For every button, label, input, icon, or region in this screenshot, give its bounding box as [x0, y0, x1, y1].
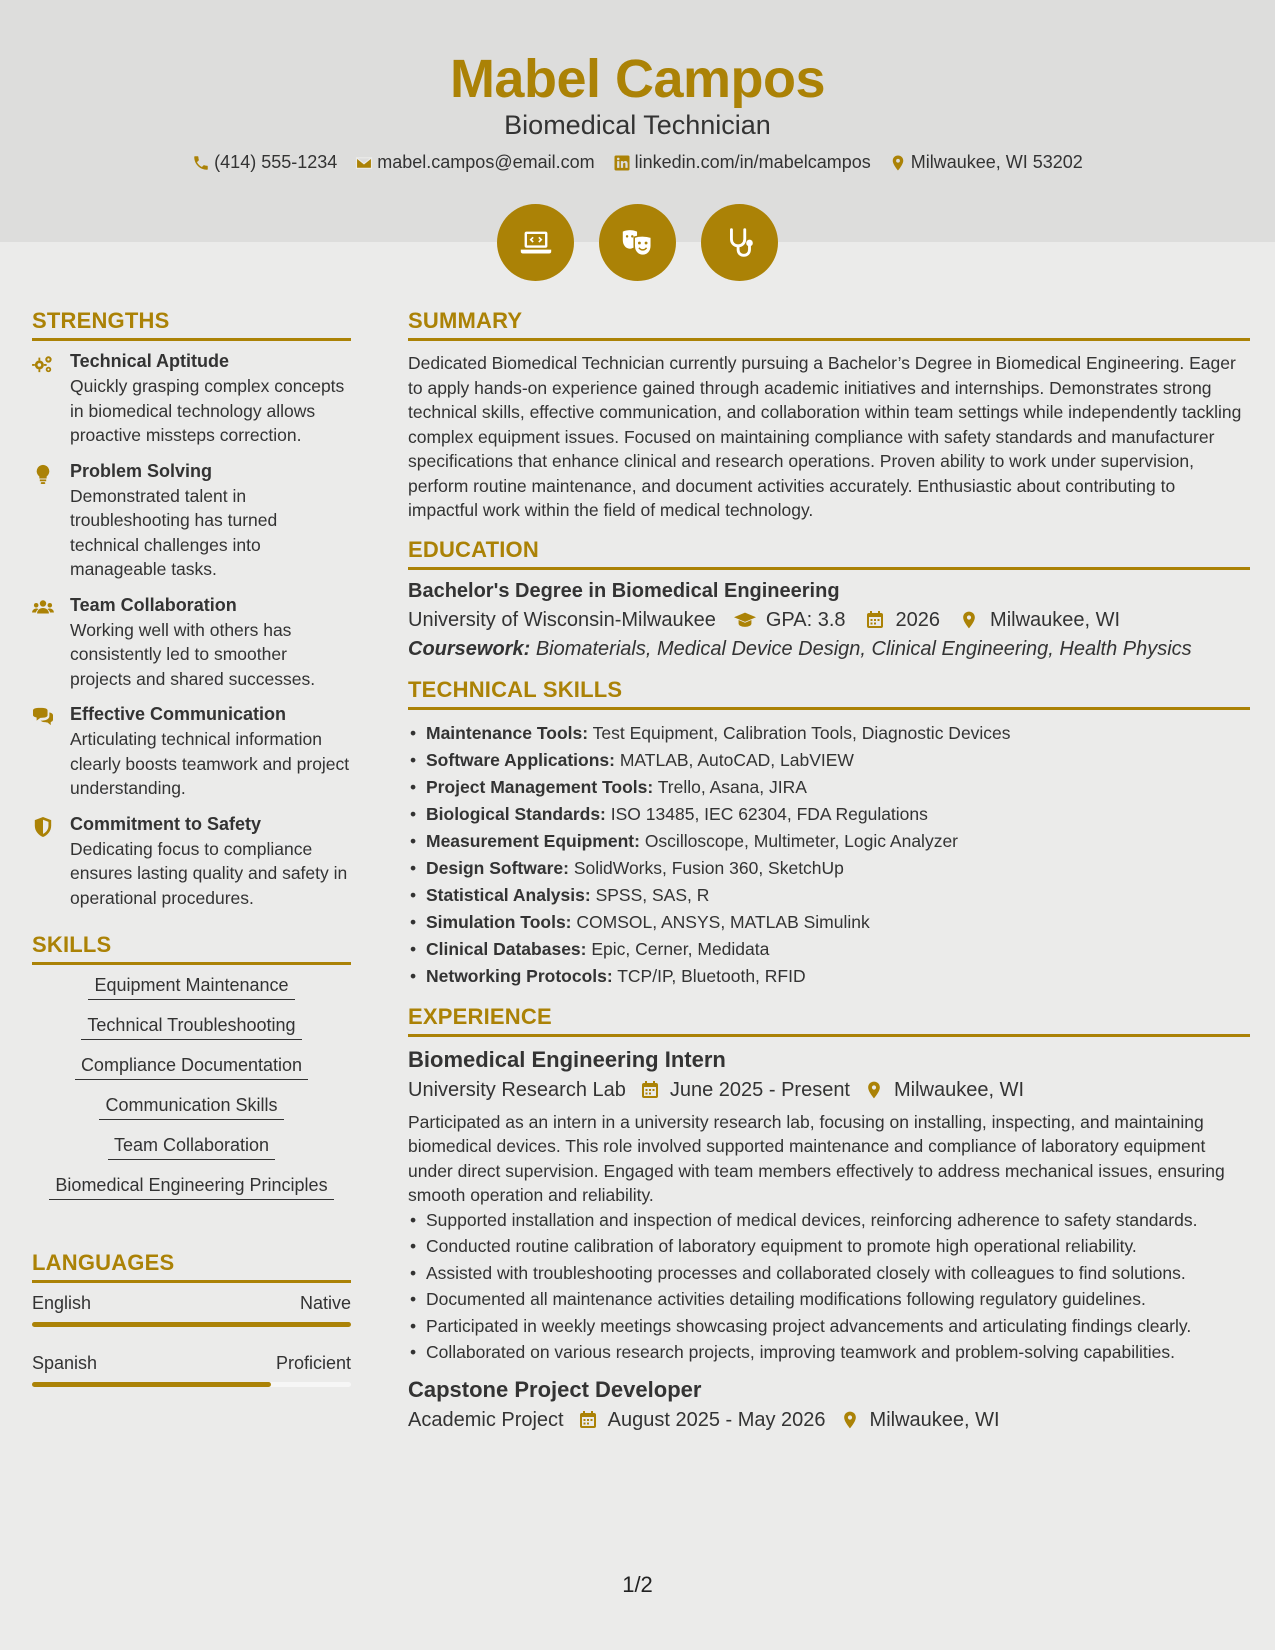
- graduation-cap-icon: [734, 610, 756, 630]
- language-name: English: [32, 1293, 92, 1313]
- tech-skill-label: Simulation Tools:: [426, 911, 572, 932]
- job-title: Capstone Project Developer: [408, 1376, 702, 1402]
- email-text: mabel.campos@email.com: [377, 152, 595, 172]
- tech-skill-value: Trello, Asana, JIRA: [657, 776, 807, 797]
- map-pin-icon: [864, 1080, 884, 1100]
- candidate-title: Biomedical Technician: [504, 110, 771, 140]
- tech-skill-label: Design Software:: [426, 857, 569, 878]
- job-org: University Research Lab: [408, 1078, 626, 1101]
- map-pin-icon: [958, 610, 980, 630]
- skills-heading: SKILLS: [32, 932, 351, 965]
- education-meta: [408, 609, 1250, 632]
- tech-skill-value: COMSOL, ANSYS, MATLAB Simulink: [576, 911, 870, 932]
- envelope-icon: [355, 154, 373, 172]
- comments-icon: [32, 707, 54, 727]
- tech-skill-label: Project Management Tools:: [426, 776, 654, 797]
- summary-text: Dedicated Biomedical Technician currently pursuing a Bachelor’s Degree in Biomedical Engineering. Eager to apply hands-on experience gained through academic initiatives and internships. Demonstrates strong technical skills, effective communication, and collaboration within team settings while independently tackling complex equipment issues. Focused on maintaining compliance with safety standards and manufacturer specifications that enhance clinical and research operations. Proven ability to work under supervision, perform routine maintenance, and document activities accurately. Enthusiastic about contributing to impactful work within the field of medical technology.: [408, 353, 1242, 520]
- technical-skills-list: [408, 720, 1250, 990]
- list-item: [408, 774, 1250, 801]
- tech-skill-value: SolidWorks, Fusion 360, SketchUp: [573, 857, 844, 878]
- list-item: • Assisted with troubleshooting processes and collaborated closely with colleagues to find solutions.: [408, 1261, 1250, 1286]
- skill-item: Technical Troubleshooting: [81, 1015, 301, 1040]
- education-gpa: GPA: 3.8: [765, 608, 846, 631]
- phone-text: (414) 555-1234: [214, 152, 338, 172]
- job-org: Academic Project: [408, 1408, 564, 1431]
- skills-list: [32, 975, 351, 1215]
- strength-item: [32, 704, 351, 801]
- strength-name: Team Collaboration: [70, 594, 237, 615]
- list-item: • Participated in weekly meetings showcasing project advancements and articulating findings clearly.: [408, 1314, 1250, 1339]
- job-bullets: [408, 1208, 1250, 1365]
- education-year: 2026: [895, 608, 941, 631]
- list-item: • Documented all maintenance activities detailing modifications following regulatory guidelines.: [408, 1287, 1250, 1312]
- tech-skill-value: SPSS, SAS, R: [595, 884, 710, 905]
- tech-skill-label: Networking Protocols:: [426, 965, 613, 986]
- language-bar-fill: [32, 1322, 351, 1327]
- strength-name: Technical Aptitude: [70, 351, 230, 371]
- list-item: [408, 747, 1250, 774]
- language-level: Native: [299, 1293, 351, 1313]
- language-bar-fill: [32, 1382, 271, 1387]
- tech-skill-value: Oscilloscope, Multimeter, Logic Analyzer: [644, 830, 959, 851]
- job-title: Biomedical Engineering Intern: [408, 1046, 726, 1072]
- education-heading: EDUCATION: [408, 537, 1250, 570]
- job-dates: August 2025 - May 2026: [607, 1408, 826, 1431]
- job-meta: [408, 1409, 1250, 1432]
- job-location: Milwaukee, WI: [869, 1408, 1000, 1431]
- summary-heading: SUMMARY: [408, 308, 1250, 341]
- list-item: [408, 882, 1250, 909]
- tech-skill-value: Test Equipment, Calibration Tools, Diagnostic Devices: [592, 722, 1011, 743]
- tech-skill-label: Clinical Databases:: [426, 938, 587, 959]
- phone-icon: [192, 154, 210, 172]
- contact-phone[interactable]: [192, 152, 337, 173]
- strength-desc: Working well with others has consistently led to smoother projects and shared successes.: [70, 619, 316, 689]
- list-item: • Supported installation and inspection of medical devices, reinforcing adherence to safety standards.: [408, 1208, 1250, 1233]
- list-item: [408, 936, 1250, 963]
- list-item: [408, 963, 1250, 990]
- strength-desc: Dedicating focus to compliance ensures lasting quality and safety in operational procedures.: [70, 838, 348, 908]
- theater-masks-icon: [599, 204, 676, 281]
- skill-item: Compliance Documentation: [75, 1055, 308, 1080]
- tech-skill-label: Biological Standards:: [426, 803, 606, 824]
- right-column: [408, 308, 1250, 1440]
- strength-desc: Articulating technical information clearly boosts teamwork and project understanding.: [70, 729, 350, 798]
- strength-name: Problem Solving: [70, 460, 213, 481]
- list-item: [408, 855, 1250, 882]
- tech-skill-value: ISO 13485, IEC 62304, FDA Regulations: [610, 803, 928, 824]
- tech-skill-label: Software Applications:: [426, 749, 615, 770]
- job-meta: [408, 1079, 1250, 1102]
- skill-item: Equipment Maintenance: [88, 975, 294, 1000]
- tech-skill-label: Maintenance Tools:: [426, 722, 589, 743]
- list-item: [408, 909, 1250, 936]
- page-number: 1/2: [622, 1572, 653, 1597]
- lightbulb-icon: [32, 464, 54, 484]
- linkedin-text: linkedin.com/in/mabelcampos: [634, 152, 871, 172]
- strength-item: [32, 461, 351, 582]
- contact-row: [0, 152, 1275, 173]
- calendar-icon: [640, 1080, 660, 1100]
- strength-name: Effective Communication: [70, 704, 287, 724]
- strength-item: [32, 814, 351, 911]
- tech-skill-label: Measurement Equipment:: [426, 830, 640, 851]
- tech-skill-value: Epic, Cerner, Medidata: [591, 938, 770, 959]
- education-location: Milwaukee, WI: [990, 608, 1121, 631]
- language-bar: [32, 1382, 351, 1387]
- skill-item: Team Collaboration: [108, 1135, 275, 1160]
- language-item: [32, 1293, 351, 1327]
- language-item: [32, 1353, 351, 1387]
- coursework-label: Coursework:: [408, 637, 531, 660]
- map-pin-icon: [840, 1410, 860, 1430]
- language-name: Spanish: [32, 1353, 98, 1373]
- languages-heading: LANGUAGES: [32, 1250, 351, 1283]
- language-bar: [32, 1322, 351, 1327]
- education-degree: Bachelor's Degree in Biomedical Engineering: [408, 579, 840, 602]
- strength-item: [32, 351, 351, 448]
- technical-skills-heading: TECHNICAL SKILLS: [408, 677, 1250, 710]
- calendar-icon: [578, 1410, 598, 1430]
- tech-skill-value: MATLAB, AutoCAD, LabVIEW: [619, 749, 854, 770]
- tech-skill-value: TCP/IP, Bluetooth, RFID: [617, 965, 806, 986]
- skill-item: Communication Skills: [99, 1095, 283, 1120]
- list-item: [408, 828, 1250, 855]
- cogs-icon: [32, 354, 54, 374]
- strengths-heading: STRENGTHS: [32, 308, 351, 341]
- education-school: University of Wisconsin-Milwaukee: [408, 608, 716, 631]
- laptop-code-icon: [497, 204, 574, 281]
- experience-heading: EXPERIENCE: [408, 1004, 1250, 1037]
- strength-item: [32, 595, 351, 692]
- list-item: • Conducted routine calibration of laboratory equipment to promote high operational reliability.: [408, 1234, 1250, 1259]
- interest-icons: [0, 204, 1275, 281]
- contact-email[interactable]: [355, 152, 594, 173]
- job-location: Milwaukee, WI: [894, 1078, 1025, 1101]
- left-column: [32, 308, 351, 1413]
- coursework-text: Biomaterials, Medical Device Design, Clinical Engineering, Health Physics: [535, 637, 1192, 660]
- strength-desc: Quickly grasping complex concepts in biomedical technology allows proactive missteps correction.: [70, 376, 345, 445]
- list-item: [408, 720, 1250, 747]
- shield-icon: [32, 817, 54, 837]
- job-description: Participated as an intern in a university research lab, focusing on installing, inspecting, and maintaining biomedical devices. This role involved supported maintenance and compliance of laboratory equipment under direct supervision. Engaged with team members effectively to address mechanical issues, ensuring smooth operation and reliability.: [408, 1111, 1225, 1205]
- tech-skill-label: Statistical Analysis:: [426, 884, 591, 905]
- language-level: Proficient: [275, 1353, 351, 1373]
- users-icon: [32, 598, 54, 618]
- list-item: • Collaborated on various research projects, improving teamwork and problem-solving capabilities.: [408, 1340, 1250, 1365]
- education-coursework: [408, 638, 1250, 661]
- stethoscope-icon: [701, 204, 778, 281]
- contact-location: [889, 152, 1083, 173]
- contact-linkedin[interactable]: [613, 152, 871, 173]
- calendar-icon: [864, 610, 886, 630]
- candidate-name: Mabel Campos: [449, 49, 826, 109]
- skill-item: Biomedical Engineering Principles: [49, 1175, 333, 1200]
- linkedin-icon: [613, 154, 631, 172]
- strength-name: Commitment to Safety: [70, 813, 262, 834]
- list-item: [408, 801, 1250, 828]
- map-pin-icon: [889, 154, 907, 172]
- location-text: Milwaukee, WI 53202: [910, 152, 1083, 172]
- job-dates: June 2025 - Present: [669, 1078, 850, 1101]
- strength-desc: Demonstrated talent in troubleshooting has turned technical challenges into manageable tasks.: [70, 485, 278, 579]
